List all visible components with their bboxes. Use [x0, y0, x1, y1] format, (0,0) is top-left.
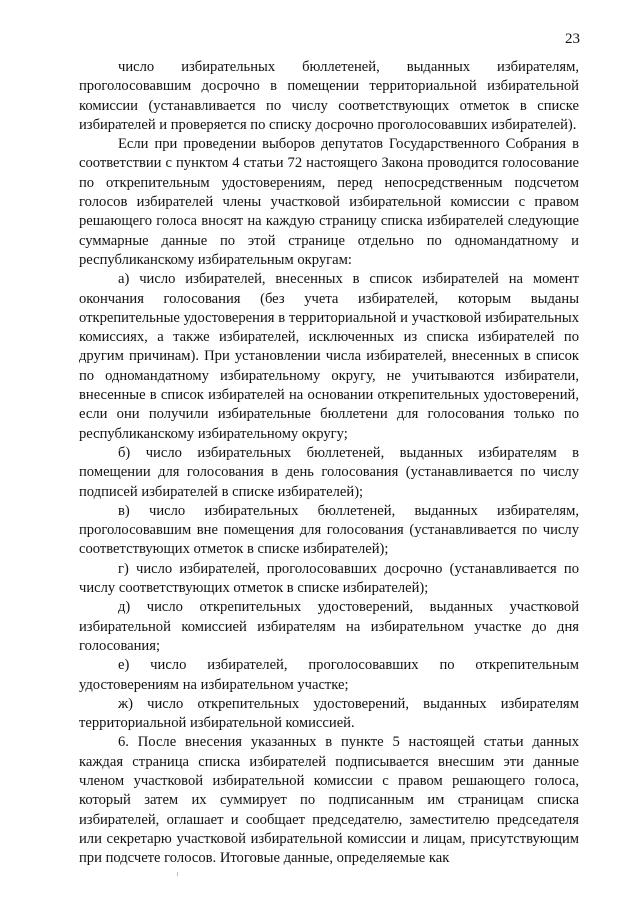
page-number: 23: [565, 31, 580, 47]
document-body: [79, 58, 579, 868]
list-item-b: б) число избирательных бюллетеней, выданных избирателям в помещении для голосования в день голосования (устанавливается по числу подписей избирателей в списке избирателей);: [79, 444, 579, 500]
list-item-a: а) число избирателей, внесенных в список избирателей на момент окончания голосования (без учета избирателей, которым выданы открепительные удостоверения в территориальной и участковой избирательных комиссиях, а также избирателей, исключенных из списка избирателей по другим причинам). При установлении числа избирателей, внесенных в список по одномандатному избирательному округу, не учитываются избиратели, внесенные в список избирателей на основании открепительных удостоверений, если они получили избирательные бюллетени для голосования только по республиканскому избирательному округу;: [79, 271, 579, 442]
list-item-v: в) число избирательных бюллетеней, выданных избирателям, проголосовавшим вне помещения для голосования (устанавливается по числу соответствующих отметок в списке избирателей);: [79, 502, 579, 558]
scan-artifact-mark: [177, 872, 178, 876]
paragraph-absentee-certificates-intro: Если при проведении выборов депутатов Государственного Собрания в соответствии с пунктом 4 статьи 72 настоящего Закона проводится голосование по открепительным удостоверениям, перед непосредственным подсчетом голосов избирателей члены участковой избирательной комиссии с правом решающего голоса вносят на каждую страницу списка избирателей следующие суммарные данные по этой странице отдельно по одномандатному и республиканскому избирательным округам:: [79, 136, 579, 268]
list-item-e: е) число избирателей, проголосовавших по открепительным удостоверениям на избирательном участке;: [79, 657, 579, 693]
list-item-d: д) число открепительных удостоверений, выданных участковой избирательной комиссией избирателям на избирательном участке до дня голосования;: [79, 599, 579, 654]
list-item-zh: ж) число открепительных удостоверений, выданных избирателям территориальной избирательной комиссией.: [79, 695, 579, 732]
paragraph-early-voters-count: число избирательных бюллетеней, выданных избирателям, проголосовавшим досрочно в помещении территориальной избирательной комиссии (устанавливается по числу соответствующих отметок в списке избирателей и проверяется по списку досрочно проголосовавших избирателей).: [79, 59, 579, 133]
paragraph-point-6: 6. После внесения указанных в пункте 5 настоящей статьи данных каждая страница списка избирателей подписывается внесшим эти данные членом участковой избирательной комиссии с правом решающего голоса, который затем их суммирует по подписанным им страницам списка избирателей, оглашает и сообщает председателю, заместителю председателя или секретарю участковой избирательной комиссии и лицам, присутствующим при подсчете голосов. Итоговые данные, определяемые как: [79, 734, 579, 867]
list-item-g: г) число избирателей, проголосовавших досрочно (устанавливается по числу соответствующих отметок в списке избирателей);: [79, 560, 579, 597]
